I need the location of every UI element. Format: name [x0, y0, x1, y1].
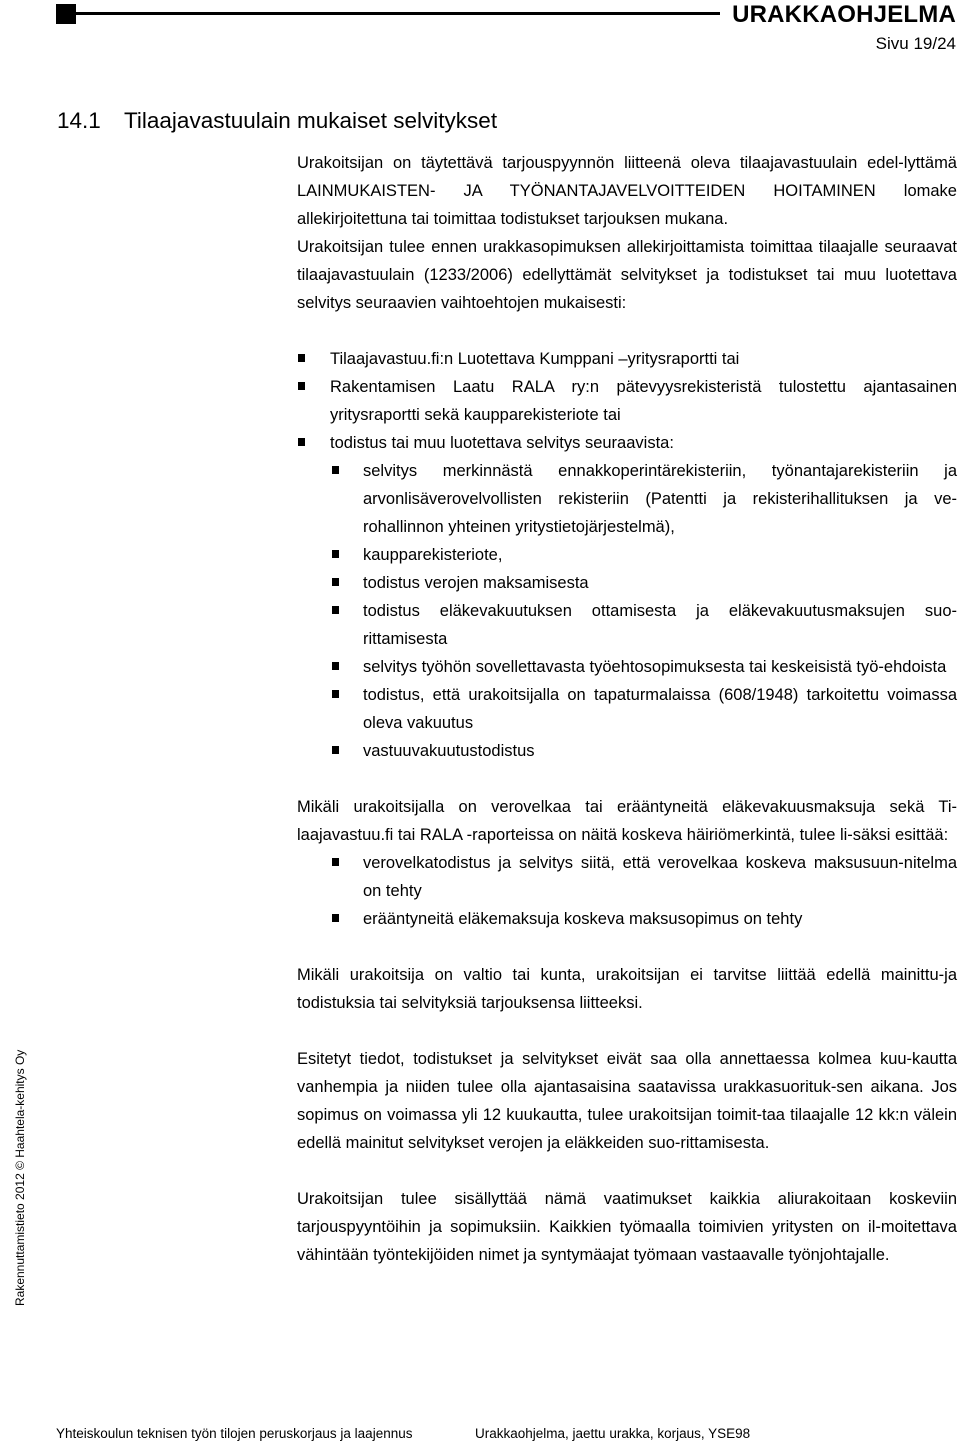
- bullet-icon: [332, 690, 339, 698]
- section-number: 14.1: [57, 108, 101, 133]
- footer-project-name: Yhteiskoulun teknisen työn tilojen peruskorjaus ja laajennus: [56, 1426, 413, 1441]
- footer-document-name: Urakkaohjelma, jaettu urakka, korjaus, YSE98: [475, 1426, 751, 1441]
- list-item: [297, 849, 957, 905]
- tax-debt-paragraph: Mikäli urakoitsijalla on verovelkaa tai erääntyneitä eläkevakuusmaksuja sekä Ti-laajavastuu.fi tai RALA -raporteissa on näitä koskeva häiriömerkintä, tulee li-säksi esittää:: [297, 798, 957, 844]
- list-item-text: todistus tai muu luotettava selvitys seuraavista:: [330, 434, 674, 452]
- subcontract-paragraph: Urakoitsijan tulee sisällyttää nämä vaatimukset kaikkia aliurakoitaan koskeviin tarjouspyyntöihin ja sopimuksiin. Kaikkien työmaalla toimivien yritysten on il-moitettava vähintään työntekijöiden nimet ja syntymäajat työmaan vastaavalle työnjohtajalle.: [297, 1190, 957, 1264]
- page-number: Sivu 19/24: [875, 34, 956, 53]
- list-item: [297, 457, 957, 541]
- bullet-icon: [332, 606, 339, 614]
- list-item-text: selvitys työhön sovellettavasta työehtosopimuksesta tai keskeisistä työ-ehdoista: [363, 658, 947, 676]
- list-item-text: todistus eläkevakuutuksen ottamisesta ja eläkevakuutusmaksujen suo-rittamisesta: [363, 602, 957, 648]
- list-item-text: kaupparekisteriote,: [363, 546, 503, 564]
- bullet-icon: [332, 746, 339, 754]
- bullet-icon: [332, 662, 339, 670]
- list-item-text: Tilaajavastuu.fi:n Luotettava Kumppani –yritysraportti tai: [330, 350, 740, 368]
- list-item: [297, 569, 957, 597]
- document-age-paragraph: Esitetyt tiedot, todistukset ja selvitykset eivät saa olla annettaessa kolmea kuu-kautta vanhempia ja niiden tulee olla ajantasaisina saatavissa urakkasuorituk-sen aikana. Jos sopimus on voimassa yli 12 kuukautta, tulee urakoitsijan toimit-taa tilaajalle 12 kk:n välein edellä mainitut selvitykset verojen ja eläkkeiden suo-rittamisesta.: [297, 1050, 957, 1152]
- document-title: URAKKAOHJELMA: [732, 1, 956, 28]
- list-item: [297, 373, 957, 429]
- list-item: [297, 905, 957, 933]
- list-item-text: vastuuvakuutustodistus: [363, 742, 535, 760]
- list-item: [297, 345, 957, 373]
- list-item-text: selvitys merkinnästä ennakkoperintärekisteriin, työnantajarekisteriin ja arvonlisäverovelvollisten rekisteriin (Patentti ja rekisterihallituksen ja ve-rohallinnon yhteinen yritystietojärjestelmä),: [363, 462, 957, 536]
- list-item-text: Rakentamisen Laatu RALA ry:n pätevyysrekisteristä tulostettu ajantasainen yritysraportti sekä kaupparekisteriote tai: [330, 378, 957, 424]
- list-item: [297, 429, 957, 457]
- bullet-icon: [332, 858, 339, 866]
- bullet-icon: [332, 466, 339, 474]
- bullet-icon: [298, 438, 305, 446]
- list-item: [297, 737, 957, 765]
- bullet-icon: [332, 550, 339, 558]
- intro-paragraph-1: Urakoitsijan on täytettävä tarjouspyynnön liitteenä oleva tilaajavastuulain edel-lyttämä LAINMUKAISTEN- JA TYÖNANTAJAVELVOITTEIDEN HOITAMINEN lomake allekirjoitettuna tai toimittaa todistukset tarjouksen mukana.: [297, 154, 957, 228]
- list-item-text: erääntyneitä eläkemaksuja koskeva maksusopimus on tehty: [363, 910, 803, 928]
- bullet-icon: [298, 354, 305, 362]
- list-item-text: todistus, että urakoitsijalla on tapaturmalaissa (608/1948) tarkoitettu voimassa oleva vakuutus: [363, 686, 957, 732]
- list-item: [297, 541, 957, 569]
- list-item: [297, 681, 957, 737]
- section-title-text: Tilaajavastuulain mukaiset selvitykset: [124, 108, 498, 133]
- bullet-icon: [332, 914, 339, 922]
- list-item: [297, 653, 957, 681]
- list-item-text: todistus verojen maksamisesta: [363, 574, 589, 592]
- state-municipality-paragraph: Mikäli urakoitsija on valtio tai kunta, urakoitsijan ei tarvitse liittää edellä mainittu-ja todistuksia tai selvityksiä tarjouksensa liitteeksi.: [297, 966, 957, 1012]
- bullet-icon: [298, 382, 305, 390]
- copyright-sidebar: Rakennuttamistieto 2012 © Haahtela-kehitys Oy: [13, 1049, 27, 1306]
- intro-paragraph-2: Urakoitsijan tulee ennen urakkasopimuksen allekirjoittamista toimittaa tilaajalle seuraavat tilaajavastuulain (1233/2006) edellyttämät selvitykset ja todistukset tai muu luotettava selvitys seuraavien vaihtoehtojen mukaisesti:: [297, 238, 957, 312]
- tax-debt-list: [297, 849, 957, 933]
- list-item-text: verovelkatodistus ja selvitys siitä, että verovelkaa koskeva maksusuun-nitelma on tehty: [363, 854, 957, 900]
- section-heading: [57, 108, 497, 134]
- option-list: [297, 345, 957, 457]
- page-footer: [56, 1426, 750, 1441]
- main-content: [297, 149, 957, 1269]
- header-square-mark: [56, 4, 76, 24]
- bullet-icon: [332, 578, 339, 586]
- document-sublist: [297, 457, 957, 765]
- list-item: [297, 597, 957, 653]
- header-rule: [76, 12, 720, 15]
